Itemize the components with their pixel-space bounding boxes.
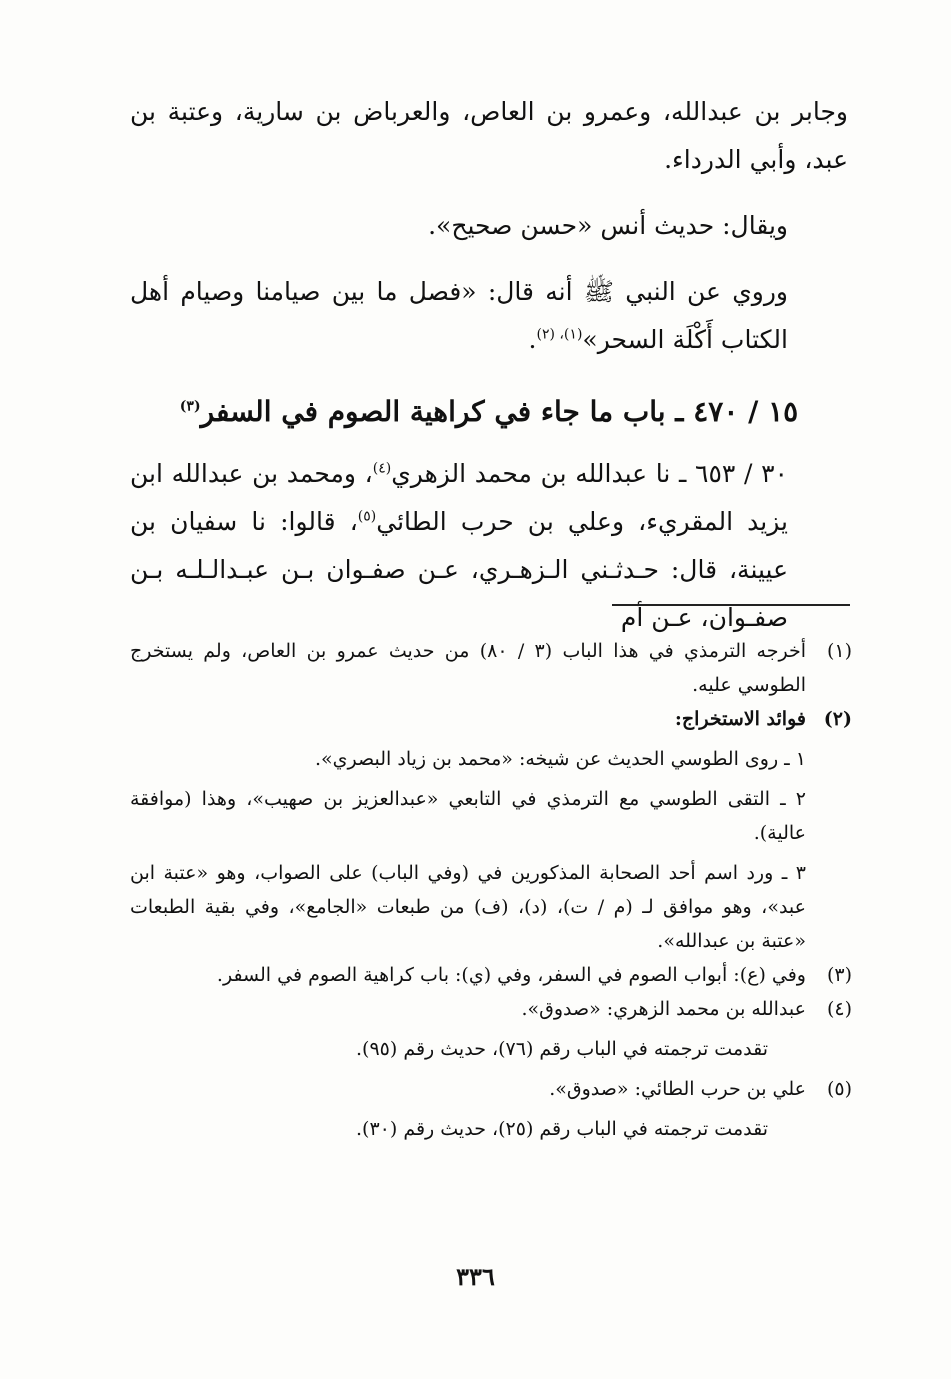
footnote-number: (٣): [826, 964, 852, 986]
paragraph-companions: وجابر بن عبدالله، وعمرو بن العاص، والعرباض بن سارية، وعتبة بن عبد، وأبي الدرداء.: [130, 97, 848, 174]
footnote-text: وفي (ع): أبواب الصوم في السفر، وفي (ي): باب كراهية الصوم في السفر.: [216, 964, 806, 986]
footnote-text: علي بن حرب الطائي: «صدوق».: [549, 1078, 806, 1100]
footnote-4: [130, 992, 852, 1026]
footnote-3: [130, 958, 852, 992]
footnote-text: عبدالله بن محمد الزهري: «صدوق».: [521, 998, 806, 1020]
footnote-ref-4: (٤): [372, 460, 392, 477]
footnote-number: (١): [826, 640, 852, 662]
footnote-title: فوائد الاستخراج:: [674, 708, 806, 730]
paragraph-anas-grade: ويقال: حديث أنس «حسن صحيح».: [428, 211, 788, 240]
footnote-4-sub: تقدمت ترجمته في الباب رقم (٧٦)، حديث رقم (٩٥).: [356, 1038, 768, 1060]
hadith-suhur-end: .: [528, 325, 537, 354]
isnad-part-c: ، قالوا: نا سفيان بن عيينة، قال: حـدثـني الـزهـري، عـن صفـوان بـن عبـدالـلـه بـن صفـوان، عـن أم: [130, 507, 788, 632]
isnad-part-b: ، ومحمد بن عبدالله ابن يزيد المقريء، وعلي بن حرب الطائي: [130, 459, 788, 536]
isnad-part-a: ٣٠ / ٦٥٣ ـ نا عبدالله بن محمد الزهري: [391, 459, 788, 488]
footnote-text: أخرجه الترمذي في هذا الباب (٣ / ٨٠) من حديث عمرو بن العاص، ولم يستخرج الطوسي عليه.: [130, 640, 806, 696]
footnote-number: (٤): [826, 998, 852, 1020]
footnote-5-sub: تقدمت ترجمته في الباب رقم (٢٥)، حديث رقم (٣٠).: [356, 1118, 768, 1140]
footnote-ref-3: (٣): [179, 398, 201, 415]
footnote-refs-1-2: (١)، (٢): [536, 326, 583, 343]
footnote-separator: [612, 604, 850, 606]
chapter-heading: [130, 382, 848, 442]
footnote-1: [130, 634, 852, 702]
footnote-2-item-1: ١ ـ روى الطوسي الحديث عن شيخه: «محمد بن زياد البصري».: [315, 748, 806, 770]
footnotes: [130, 634, 852, 1146]
footnote-2-item-2: ٢ ـ التقى الطوسي مع الترمذي في التابعي «عبدالعزيز بن صهيب»، وهذا (موافقة عالية).: [130, 788, 806, 844]
main-text: [130, 88, 848, 642]
footnote-2-item-3: ٣ ـ ورد اسم أحد الصحابة المذكورين في (وفي الباب) على الصواب، وهو «عتبة ابن عبد»، وهو موافق لـ (م / ت)، (د)، (ف) من طبعات «الجامع»، وفي بقية الطبعات «عتبة بن عبدالله».: [130, 862, 806, 952]
footnote-number: (٢): [823, 708, 852, 730]
footnote-ref-5: (٥): [357, 508, 377, 525]
footnote-2: [130, 702, 852, 736]
page-number: ٣٣٦: [456, 1262, 495, 1291]
paragraph-hadith-suhur: [130, 268, 848, 364]
footnote-number: (٥): [826, 1078, 852, 1100]
paragraph-isnad: [130, 450, 848, 642]
footnote-5: [130, 1072, 852, 1106]
hadith-suhur-text: وروي عن النبي ﷺ أنه قال: «فصل ما بين صيامنا وصيام أهل الكتاب أَكْلَة السحر»: [130, 277, 788, 354]
chapter-heading-text: ١٥ / ٤٧٠ ـ باب ما جاء في كراهية الصوم في السفر: [200, 395, 799, 428]
